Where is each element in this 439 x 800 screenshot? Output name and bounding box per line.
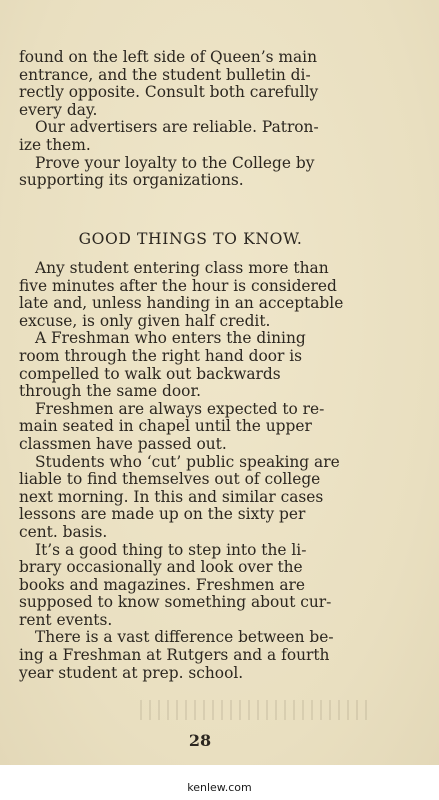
paragraph-prep-school: There is a vast difference between be- ing a Freshman at Rutgers and a fourth year student at prep. school. <box>19 628 334 682</box>
paragraph-loyalty: Prove your loyalty to the College by supporting its organizations. <box>19 153 315 190</box>
section-text-block <box>19 260 362 682</box>
show-through-text <box>140 700 370 720</box>
page-number: 28 <box>188 731 212 750</box>
paragraph-bulletin: found on the left side of Queen’s main entrance, and the student bulletin di- rectly opposite. Consult both carefully every day. <box>19 48 319 119</box>
paragraph-public-speaking: Students who ‘cut’ public speaking are liable to find themselves out of college next morning. In this and similar cases lessons are made up on the sixty per cent. basis. <box>19 452 340 541</box>
paragraph-library: It’s a good thing to step into the li- brary occasionally and look over the books and magazines. Freshmen are supposed to know something about cur- rent events. <box>19 540 332 629</box>
paragraph-late-arrival: Any student entering class more than five minutes after the hour is considered late and, unless handing in an acceptable excuse, is only given half credit. <box>19 259 344 330</box>
paragraph-advertisers: Our advertisers are reliable. Patron- ize them. <box>19 118 319 154</box>
section-heading: GOOD THINGS TO KNOW. <box>78 230 303 248</box>
watermark: kenlew.com <box>187 781 252 794</box>
paragraph-dining-room: A Freshman who enters the dining room through the right hand door is compelled to walk out backwards through the same door. <box>19 329 306 401</box>
paragraph-chapel: Freshmen are always expected to re- main seated in chapel until the upper classmen have passed out. <box>19 399 325 453</box>
intro-text-block <box>19 49 362 190</box>
